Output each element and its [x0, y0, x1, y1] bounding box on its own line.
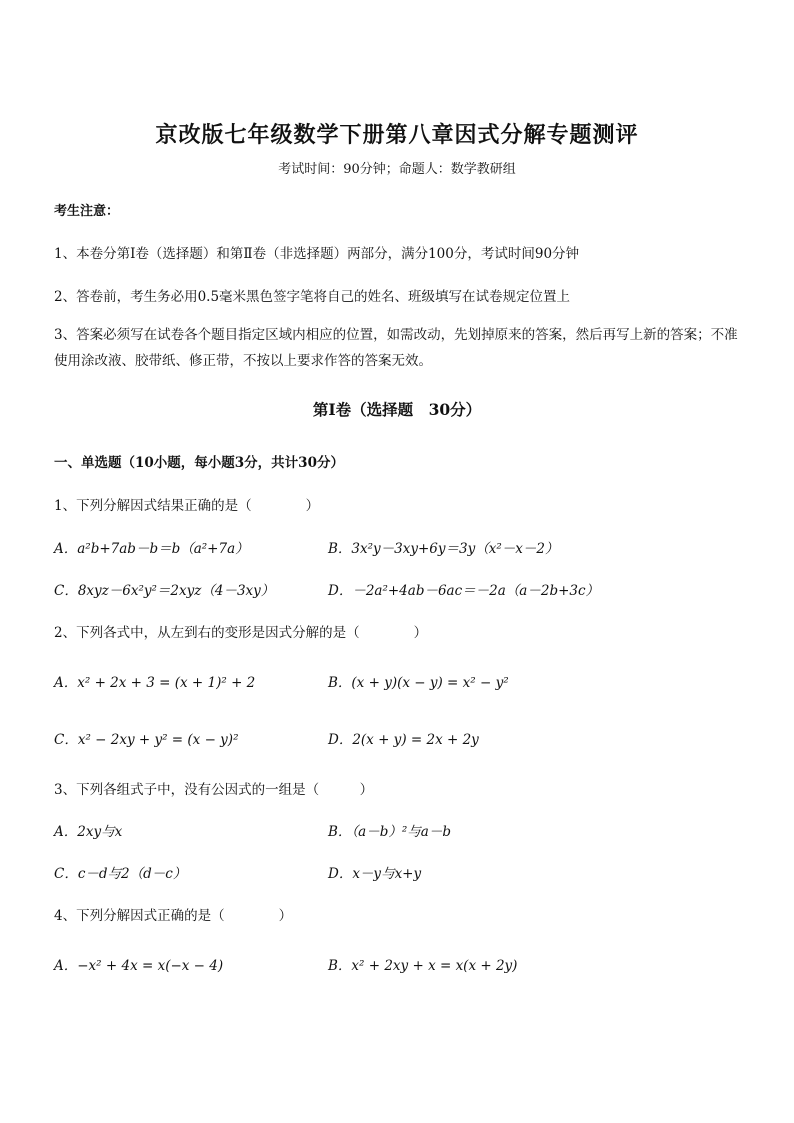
question-4-stem: 4、下列分解因式正确的是（ ） — [54, 908, 293, 924]
notice-item-1: 1、本卷分第Ⅰ卷（选择题）和第Ⅱ卷（非选择题）两部分，满分100分，考试时间90分钟 — [54, 246, 580, 262]
question-4-option-a: A．−x² + 4x = x(−x − 4) — [54, 958, 224, 974]
section-title: 第Ⅰ卷（选择题 30分） — [312, 400, 482, 419]
notice-heading: 考生注意： — [54, 204, 120, 219]
notice-item-2: 2、答卷前，考生务必用0.5毫米黑色签字笔将自己的姓名、班级填写在试卷规定位置上 — [54, 289, 571, 305]
question-3-option-b: B．（a－b）²与a－b — [328, 824, 451, 840]
question-3-option-a: A．2xy与x — [54, 824, 123, 840]
question-2-option-a: A．x² + 2x + 3 = (x + 1)² + 2 — [54, 675, 256, 691]
question-1-option-c: C．8xyz－6x²y²＝2xyz（4－3xy） — [54, 583, 275, 599]
question-1-stem: 1、下列分解因式结果正确的是（ ） — [54, 498, 320, 514]
page-title: 京改版七年级数学下册第八章因式分解专题测评 — [155, 122, 639, 148]
question-4-option-b: B．x² + 2xy + x = x(x + 2y) — [328, 958, 518, 974]
question-3-stem: 3、下列各组式子中，没有公因式的一组是（ ） — [54, 782, 374, 798]
question-2-option-c: C．x² − 2xy + y² = (x − y)² — [54, 732, 239, 748]
question-1-option-a: A．a²b+7ab－b＝b（a²+7a） — [54, 541, 249, 557]
question-2-stem: 2、下列各式中，从左到右的变形是因式分解的是（ ） — [54, 625, 428, 641]
part-title: 一、单选题（10小题，每小题3分，共计30分） — [54, 455, 344, 471]
question-3-option-d: D．x－y与x+y — [328, 866, 422, 882]
question-1-option-b: B．3x²y－3xy+6y＝3y（x²－x－2） — [328, 541, 559, 557]
notice-item-3: 3、答案必须写在试卷各个题目指定区域内相应的位置，如需改动，先划掉原来的答案，然后再写上新的答案；不准使用涂改液、胶带纸、修正带，不按以上要求作答的答案无效。 — [54, 327, 738, 369]
question-1-option-d: D．－2a²+4ab－6ac＝－2a（a－2b+3c） — [328, 583, 600, 599]
question-3-option-c: C．c－d与2（d－c） — [54, 866, 187, 882]
question-2-option-d: D．2(x + y) = 2x + 2y — [328, 732, 479, 748]
exam-info: 考试时间：90分钟；命题人：数学教研组 — [278, 162, 516, 177]
question-2-option-b: B．(x + y)(x − y) = x² − y² — [328, 675, 509, 691]
